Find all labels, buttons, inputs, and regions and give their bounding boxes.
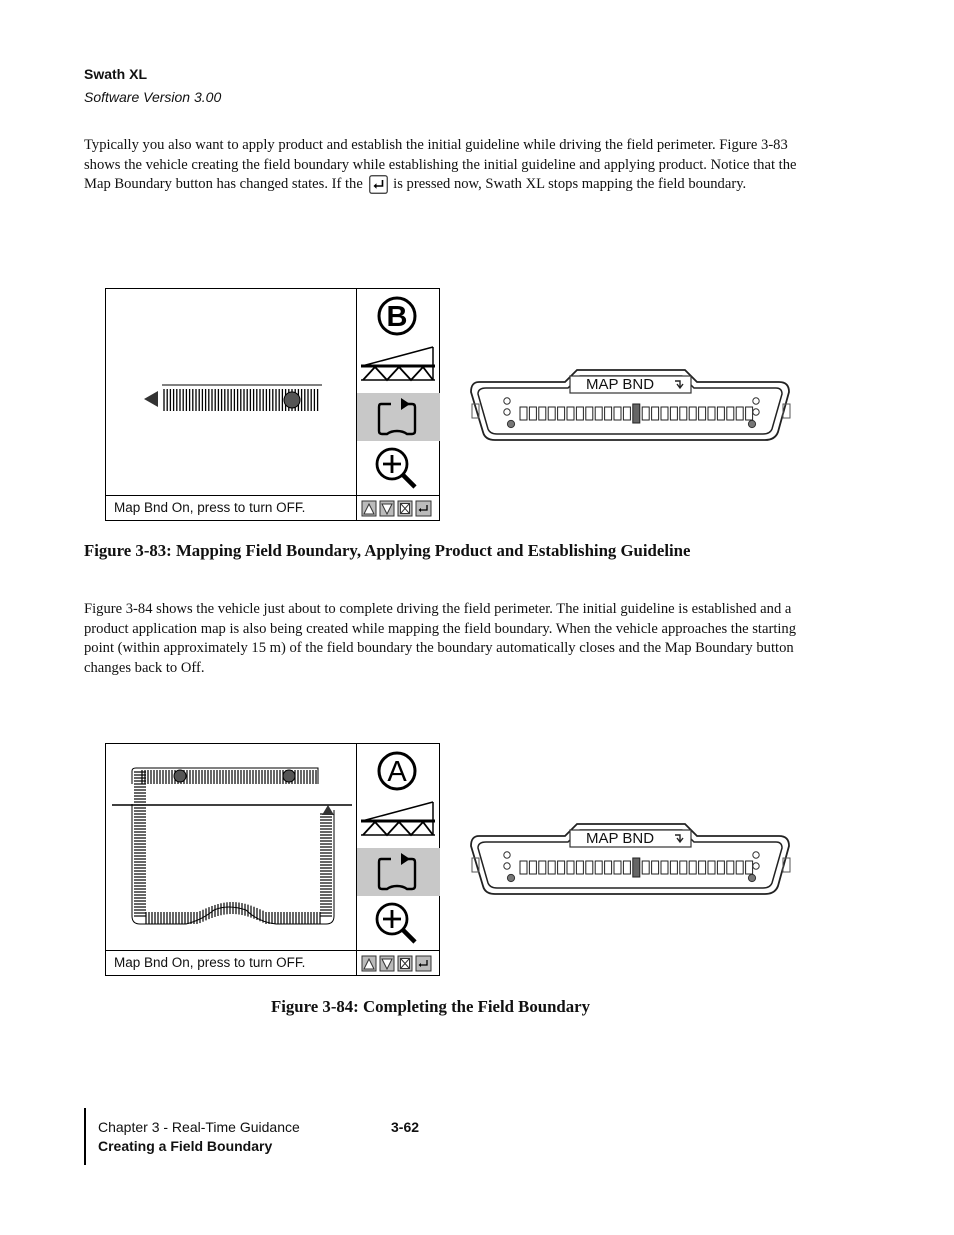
display-screen-fig83 (105, 288, 440, 521)
figure-caption-3-84: Figure 3-84: Completing the Field Boundary (271, 997, 590, 1016)
status-message: Map Bnd On, press to turn OFF. (114, 500, 306, 515)
guidance-map-view (106, 289, 356, 495)
boom-sections-button[interactable] (357, 341, 440, 389)
guideline-ab-button[interactable] (357, 291, 440, 339)
guideline-ab-button[interactable] (357, 746, 440, 794)
footer-rule (84, 1108, 86, 1165)
zoom-in-icon (357, 898, 440, 946)
guideline-letter: B (386, 301, 408, 333)
status-bar (106, 950, 439, 976)
footer-section: Creating a Field Boundary (98, 1138, 273, 1154)
up-arrow-icon[interactable] (362, 501, 376, 516)
cancel-icon[interactable] (398, 501, 412, 516)
map-boundary-icon (357, 393, 440, 441)
zoom-in-button[interactable] (357, 443, 440, 491)
boom-sections-button[interactable] (357, 796, 440, 844)
running-header-product: Swath XL (84, 66, 148, 82)
enter-icon (369, 175, 388, 194)
paragraph-1-text-before: Typically you also want to apply product and establish the initial guideline while driving the field perimeter. Figure 3-83 shows the vehicle creating the field boundary while establishing the initial guideline and applying product. Notice that the Map Boundary button has changed states. If the (84, 137, 797, 193)
display-screen-fig84 (105, 743, 440, 976)
paragraph-2: Figure 3-84 shows the vehicle just about to complete driving the field perimeter. The initial guideline is established and a product application map is also being created while mapping the field boundary. When the vehicle approaches the starting point (within approximately 15 m) of the field boundary the boundary automatically closes and the Map Boundary button changes back to Off. (84, 601, 797, 676)
boom-sections-icon (357, 341, 440, 389)
status-message: Map Bnd On, press to turn OFF. (114, 955, 306, 970)
enter-icon[interactable] (416, 956, 431, 971)
status-bar (106, 495, 439, 521)
figure-caption-3-83: Figure 3-83: Mapping Field Boundary, Applying Product and Establishing Guideline (84, 541, 691, 560)
guideline-letter: A (387, 756, 407, 788)
boom-sections-icon (357, 796, 440, 844)
guidance-map-view (106, 744, 356, 950)
guideline-ab-icon (357, 291, 440, 339)
down-arrow-icon[interactable] (380, 956, 394, 971)
screen-sidebar (356, 289, 440, 495)
lightbar-label: MAP BND (586, 376, 655, 393)
cancel-icon[interactable] (398, 956, 412, 971)
guideline-ab-icon (357, 746, 440, 794)
footer-page-number: 3-62 (391, 1119, 420, 1135)
paragraph-1 (84, 136, 819, 195)
screen-sidebar (356, 744, 440, 950)
status-buttons (356, 496, 440, 521)
up-arrow-icon[interactable] (362, 956, 376, 971)
enter-icon[interactable] (416, 501, 431, 516)
map-boundary-icon (357, 848, 440, 896)
footer-chapter: Chapter 3 - Real-Time Guidance (98, 1119, 300, 1135)
running-header-version: Software Version 3.00 (84, 89, 222, 105)
lightbar-fig83 (467, 368, 795, 446)
map-boundary-button[interactable] (357, 848, 440, 896)
zoom-in-icon (357, 443, 440, 491)
paragraph-1-text-after: is pressed now, Swath XL stops mapping the field boundary. (393, 176, 747, 193)
status-buttons (356, 951, 440, 976)
zoom-in-button[interactable] (357, 898, 440, 946)
map-boundary-button[interactable] (357, 393, 440, 441)
lightbar-label: MAP BND (586, 830, 655, 847)
down-arrow-icon[interactable] (380, 501, 394, 516)
lightbar-fig84 (467, 822, 795, 900)
